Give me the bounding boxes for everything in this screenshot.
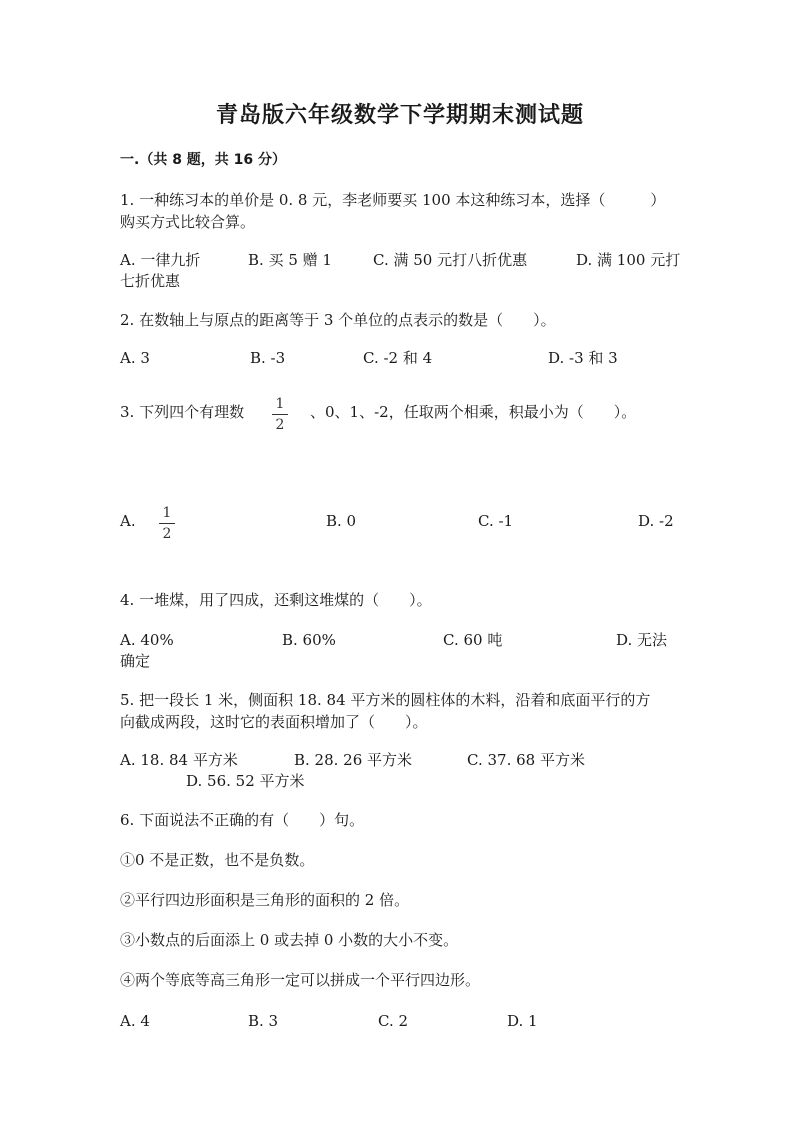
fraction-numerator: 1 bbox=[162, 505, 172, 521]
question-3-option-d: D. -2 bbox=[638, 512, 674, 530]
question-6-statement-4: ④两个等底等高三角形一定可以拼成一个平行四边形。 bbox=[120, 971, 481, 989]
question-1-line-1: 1. 一种练习本的单价是 0. 8 元，李老师要买 100 本这种练习本，选择（ ） bbox=[120, 191, 666, 209]
question-1-line-2: 购买方式比较合算。 bbox=[120, 213, 256, 231]
question-4-option-b: B. 60% bbox=[282, 631, 336, 649]
question-3-option-b: B. 0 bbox=[326, 512, 357, 530]
question-5-option-b: B. 28. 26 平方米 bbox=[294, 751, 413, 769]
question-1-option-b: B. 买 5 赠 1 bbox=[248, 251, 332, 269]
question-6-line-1: 6. 下面说法不正确的有（ ）句。 bbox=[120, 811, 365, 829]
fraction-denominator: 2 bbox=[162, 526, 172, 542]
question-4-option-d-wrap: 确定 bbox=[120, 652, 151, 670]
question-2-option-c: C. -2 和 4 bbox=[363, 349, 433, 367]
question-5-line-1: 5. 把一段长 1 米，侧面积 18. 84 平方米的圆柱体的木料，沿着和底面平行的方 bbox=[120, 691, 651, 709]
question-1-option-a: A. 一律九折 bbox=[120, 251, 201, 269]
question-6-statement-1: ①0 不是正数，也不是负数。 bbox=[120, 851, 315, 869]
question-2-option-a: A. 3 bbox=[120, 349, 150, 367]
section-heading: 一.（共 8 题，共 16 分） bbox=[120, 152, 287, 168]
question-2-line-1: 2. 在数轴上与原点的距离等于 3 个单位的点表示的数是（ ）。 bbox=[120, 311, 556, 329]
question-3-fraction bbox=[272, 396, 288, 433]
question-3-tail: 、0、1、-2，任取两个相乘，积最小为（ ）。 bbox=[310, 403, 637, 421]
question-1-option-d: D. 满 100 元打 bbox=[576, 251, 681, 269]
fraction-numerator: 1 bbox=[275, 396, 285, 412]
question-3-option-a: A. bbox=[120, 512, 136, 530]
question-2-option-b: B. -3 bbox=[250, 349, 286, 367]
question-5-option-a: A. 18. 84 平方米 bbox=[120, 751, 238, 769]
question-5-option-c: C. 37. 68 平方米 bbox=[467, 751, 585, 769]
question-6-option-a: A. 4 bbox=[120, 1012, 150, 1030]
question-4-option-a: A. 40% bbox=[120, 631, 174, 649]
question-1-option-d-wrap: 七折优惠 bbox=[120, 272, 181, 290]
question-5-line-2: 向截成两段，这时它的表面积增加了（ ）。 bbox=[120, 713, 428, 731]
question-2-option-d: D. -3 和 3 bbox=[548, 349, 618, 367]
question-3-option-c: C. -1 bbox=[478, 512, 514, 530]
fraction-bar bbox=[272, 414, 288, 415]
question-6-option-b: B. 3 bbox=[248, 1012, 279, 1030]
fraction-denominator: 2 bbox=[275, 417, 285, 433]
question-6-statement-2: ②平行四边形面积是三角形的面积的 2 倍。 bbox=[120, 891, 410, 909]
question-4-option-d: D. 无法 bbox=[616, 631, 668, 649]
fraction-bar bbox=[159, 523, 175, 524]
question-5-option-d: D. 56. 52 平方米 bbox=[186, 772, 305, 790]
question-1-option-c: C. 满 50 元打八折优惠 bbox=[373, 251, 528, 269]
question-4-line-1: 4. 一堆煤，用了四成，还剩这堆煤的（ ）。 bbox=[120, 591, 432, 609]
question-4-option-c: C. 60 吨 bbox=[443, 631, 503, 649]
page-title: 青岛版六年级数学下学期期末测试题 bbox=[215, 103, 584, 128]
question-6-option-d: D. 1 bbox=[507, 1012, 538, 1030]
question-6-statement-3: ③小数点的后面添上 0 或去掉 0 小数的大小不变。 bbox=[120, 931, 459, 949]
question-3-lead: 3. 下列四个有理数 bbox=[120, 403, 245, 421]
question-6-option-c: C. 2 bbox=[378, 1012, 409, 1030]
question-3-option-a-fraction bbox=[159, 505, 175, 542]
